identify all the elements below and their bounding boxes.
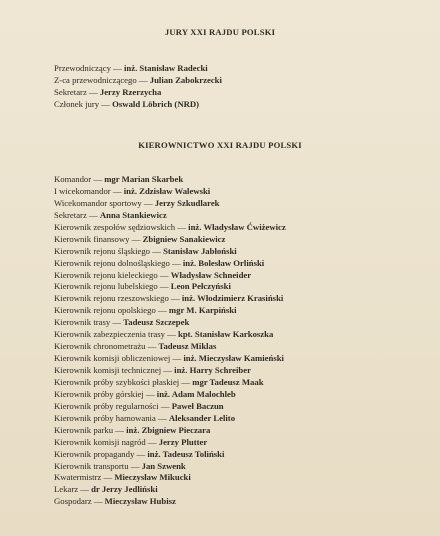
member-name: inż. Zdzisław Walewski: [123, 185, 211, 196]
member-role: Kierownik próby hamowania: [54, 412, 156, 423]
member-role: Sekretarz: [54, 209, 87, 220]
separator-dash: —: [101, 99, 110, 109]
member-name: Stanisław Jabłoński: [163, 245, 237, 256]
separator-dash: —: [147, 341, 157, 352]
member-name: Jerzy Plutter: [158, 436, 208, 447]
member-name: Zbigniew Sanakiewicz: [142, 233, 226, 244]
member-role: Kierownik komisji nagród: [54, 436, 146, 447]
member-role: Z-ca przewodniczącego: [54, 75, 137, 85]
separator-dash: —: [80, 484, 89, 495]
member-role: Kierownik próby górskiej: [54, 388, 144, 399]
board-member-row: [54, 293, 286, 305]
separator-dash: —: [93, 496, 103, 507]
member-name: Mieczysław Hubisz: [104, 496, 176, 507]
separator-dash: —: [138, 75, 148, 85]
member-role: Wicekomandor sportowy: [54, 197, 142, 208]
member-role: Gospodarz: [54, 496, 92, 507]
member-role: Kwatermistrz: [54, 472, 102, 483]
jury-member-row: [54, 86, 222, 98]
member-role: Kierownik zabezpieczenia trasy: [54, 329, 165, 340]
member-name: inż. Zbigniew Pieczara: [126, 424, 211, 435]
member-name: inż. Stanisław Radecki: [123, 63, 208, 73]
member-role: Kierownik chronometrażu: [54, 341, 146, 352]
separator-dash: —: [157, 412, 167, 423]
jury-member-row: [54, 98, 222, 110]
board-member-row: [54, 341, 286, 353]
board-member-row: [54, 484, 286, 496]
member-role: Kierownik zespołów sędziowskich: [54, 221, 176, 232]
board-heading: KIEROWNICTWO XXI RAJDU POLSKI: [138, 140, 302, 150]
board-member-row: [54, 413, 286, 425]
board-member-row: [54, 353, 286, 365]
board-member-row: [54, 258, 286, 270]
separator-dash: —: [159, 281, 169, 292]
board-member-row: [54, 222, 286, 234]
member-name: inż. Włodzimierz Krasiński: [181, 293, 284, 304]
member-name: kpt. Stanisław Karkoszka: [177, 329, 274, 340]
member-role: Kierownik próby regularności: [54, 400, 159, 411]
board-member-row: [54, 281, 286, 293]
separator-dash: —: [115, 424, 124, 435]
member-role: Kierownik trasy: [54, 317, 111, 328]
separator-dash: —: [131, 233, 141, 244]
separator-dash: —: [181, 376, 191, 387]
separator-dash: —: [88, 209, 98, 220]
member-name: Oswald Löbrich (NRD): [112, 99, 200, 109]
member-name: Aleksander Lelito: [168, 412, 236, 423]
separator-dash: —: [177, 221, 186, 232]
separator-dash: —: [112, 317, 122, 328]
member-role: Kierownik rejonu dolnośląskiego: [54, 257, 170, 268]
member-name: Władysław Schneider: [170, 269, 252, 280]
separator-dash: —: [163, 365, 172, 375]
member-role: I wicekomandor: [54, 185, 111, 196]
board-member-row: [54, 377, 286, 389]
member-role: Kierownik komisji obliczeniowej: [54, 353, 171, 364]
board-member-row: [54, 305, 286, 317]
member-name: Tadeusz Miklas: [158, 341, 217, 352]
board-member-row: [54, 174, 286, 186]
separator-dash: —: [143, 197, 153, 208]
separator-dash: —: [113, 63, 122, 73]
board-member-row: [54, 449, 286, 461]
member-name: inż. Tadeusz Toliński: [147, 448, 225, 459]
jury-heading: JURY XXI RAJDU POLSKI: [164, 27, 276, 37]
board-member-row: [54, 461, 286, 473]
board-member-row: [54, 425, 286, 437]
member-name: mgr Tadeusz Maak: [192, 376, 264, 387]
member-role: Kierownik rejonu lubelskiego: [54, 281, 158, 292]
member-role: Kierownik rejonu rzeszowskiego: [54, 293, 169, 304]
member-name: Jan Szwenk: [141, 460, 186, 471]
member-role: Kierownik komisji technicznej: [54, 365, 162, 375]
board-member-row: [54, 437, 286, 449]
member-role: Kierownik propagandy: [54, 448, 135, 459]
separator-dash: —: [88, 87, 98, 97]
separator-dash: —: [130, 460, 140, 471]
board-member-row: [54, 270, 286, 282]
member-role: Kierownik próby szybkości płaskiej: [54, 376, 180, 387]
member-role: Lekarz: [54, 484, 79, 495]
board-member-row: [54, 186, 286, 198]
member-role: Komandor: [54, 174, 92, 184]
board-member-row: [54, 472, 286, 484]
member-name: Anna Stankiewicz: [99, 209, 167, 220]
member-role: Kierownik transportu: [54, 460, 129, 471]
member-name: inż. Władysław Ćwiżewicz: [188, 221, 286, 232]
board-member-row: [54, 234, 286, 246]
separator-dash: —: [112, 185, 122, 196]
board-member-row: [54, 401, 286, 413]
board-member-row: [54, 246, 286, 258]
separator-dash: —: [136, 448, 146, 459]
member-name: mgr Marian Skarbek: [104, 174, 184, 184]
separator-dash: —: [147, 436, 157, 447]
board-member-row: [54, 329, 286, 341]
jury-member-row: [54, 74, 222, 86]
member-name: inż. Adam Malochleb: [156, 388, 236, 399]
separator-dash: —: [159, 269, 169, 280]
member-role: Członek jury: [54, 99, 100, 109]
separator-dash: —: [93, 174, 103, 184]
member-name: Jerzy Szkudlarek: [154, 197, 220, 208]
separator-dash: —: [160, 400, 170, 411]
separator-dash: —: [152, 245, 161, 256]
separator-dash: —: [145, 388, 155, 399]
member-role: Kierownik finansowy: [54, 233, 130, 244]
board-list: [54, 174, 286, 508]
board-member-row: [54, 210, 286, 222]
board-member-row: [54, 198, 286, 210]
board-member-row: [54, 389, 286, 401]
member-role: Kierownik rejonu kieleckiego: [54, 269, 158, 280]
separator-dash: —: [172, 353, 182, 364]
separator-dash: —: [172, 257, 181, 268]
member-role: Przewodniczący: [54, 63, 111, 73]
board-member-row: [54, 317, 286, 329]
member-role: Kierownik rejonu śląskiego: [54, 245, 151, 256]
member-name: inż. Harry Schreiber: [174, 365, 251, 375]
member-name: Julian Zabokrzecki: [149, 75, 222, 85]
separator-dash: —: [158, 305, 167, 316]
member-name: inż. Bolesław Orliński: [182, 257, 265, 268]
member-role: Sekretarz: [54, 87, 87, 97]
separator-dash: —: [103, 472, 113, 483]
member-name: Mieczysław Mikucki: [114, 472, 191, 483]
member-name: mgr M. Karpiński: [168, 305, 237, 316]
member-name: dr Jerzy Jedliński: [91, 484, 158, 495]
separator-dash: —: [171, 293, 180, 304]
member-role: Kierownik rejonu opolskiego: [54, 305, 156, 316]
member-role: Kierownik parku: [54, 424, 114, 435]
jury-list: [54, 62, 222, 110]
member-name: Paweł Baczun: [171, 400, 224, 411]
member-name: Jerzy Rzerzycha: [99, 87, 162, 97]
member-name: inż. Mieczysław Kamieński: [183, 353, 284, 364]
member-name: Leon Pełczyński: [170, 281, 231, 292]
jury-member-row: [54, 62, 222, 74]
board-member-row: [54, 496, 286, 508]
board-member-row: [54, 365, 286, 377]
member-name: Tadeusz Szczepek: [123, 317, 190, 328]
separator-dash: —: [167, 329, 176, 340]
